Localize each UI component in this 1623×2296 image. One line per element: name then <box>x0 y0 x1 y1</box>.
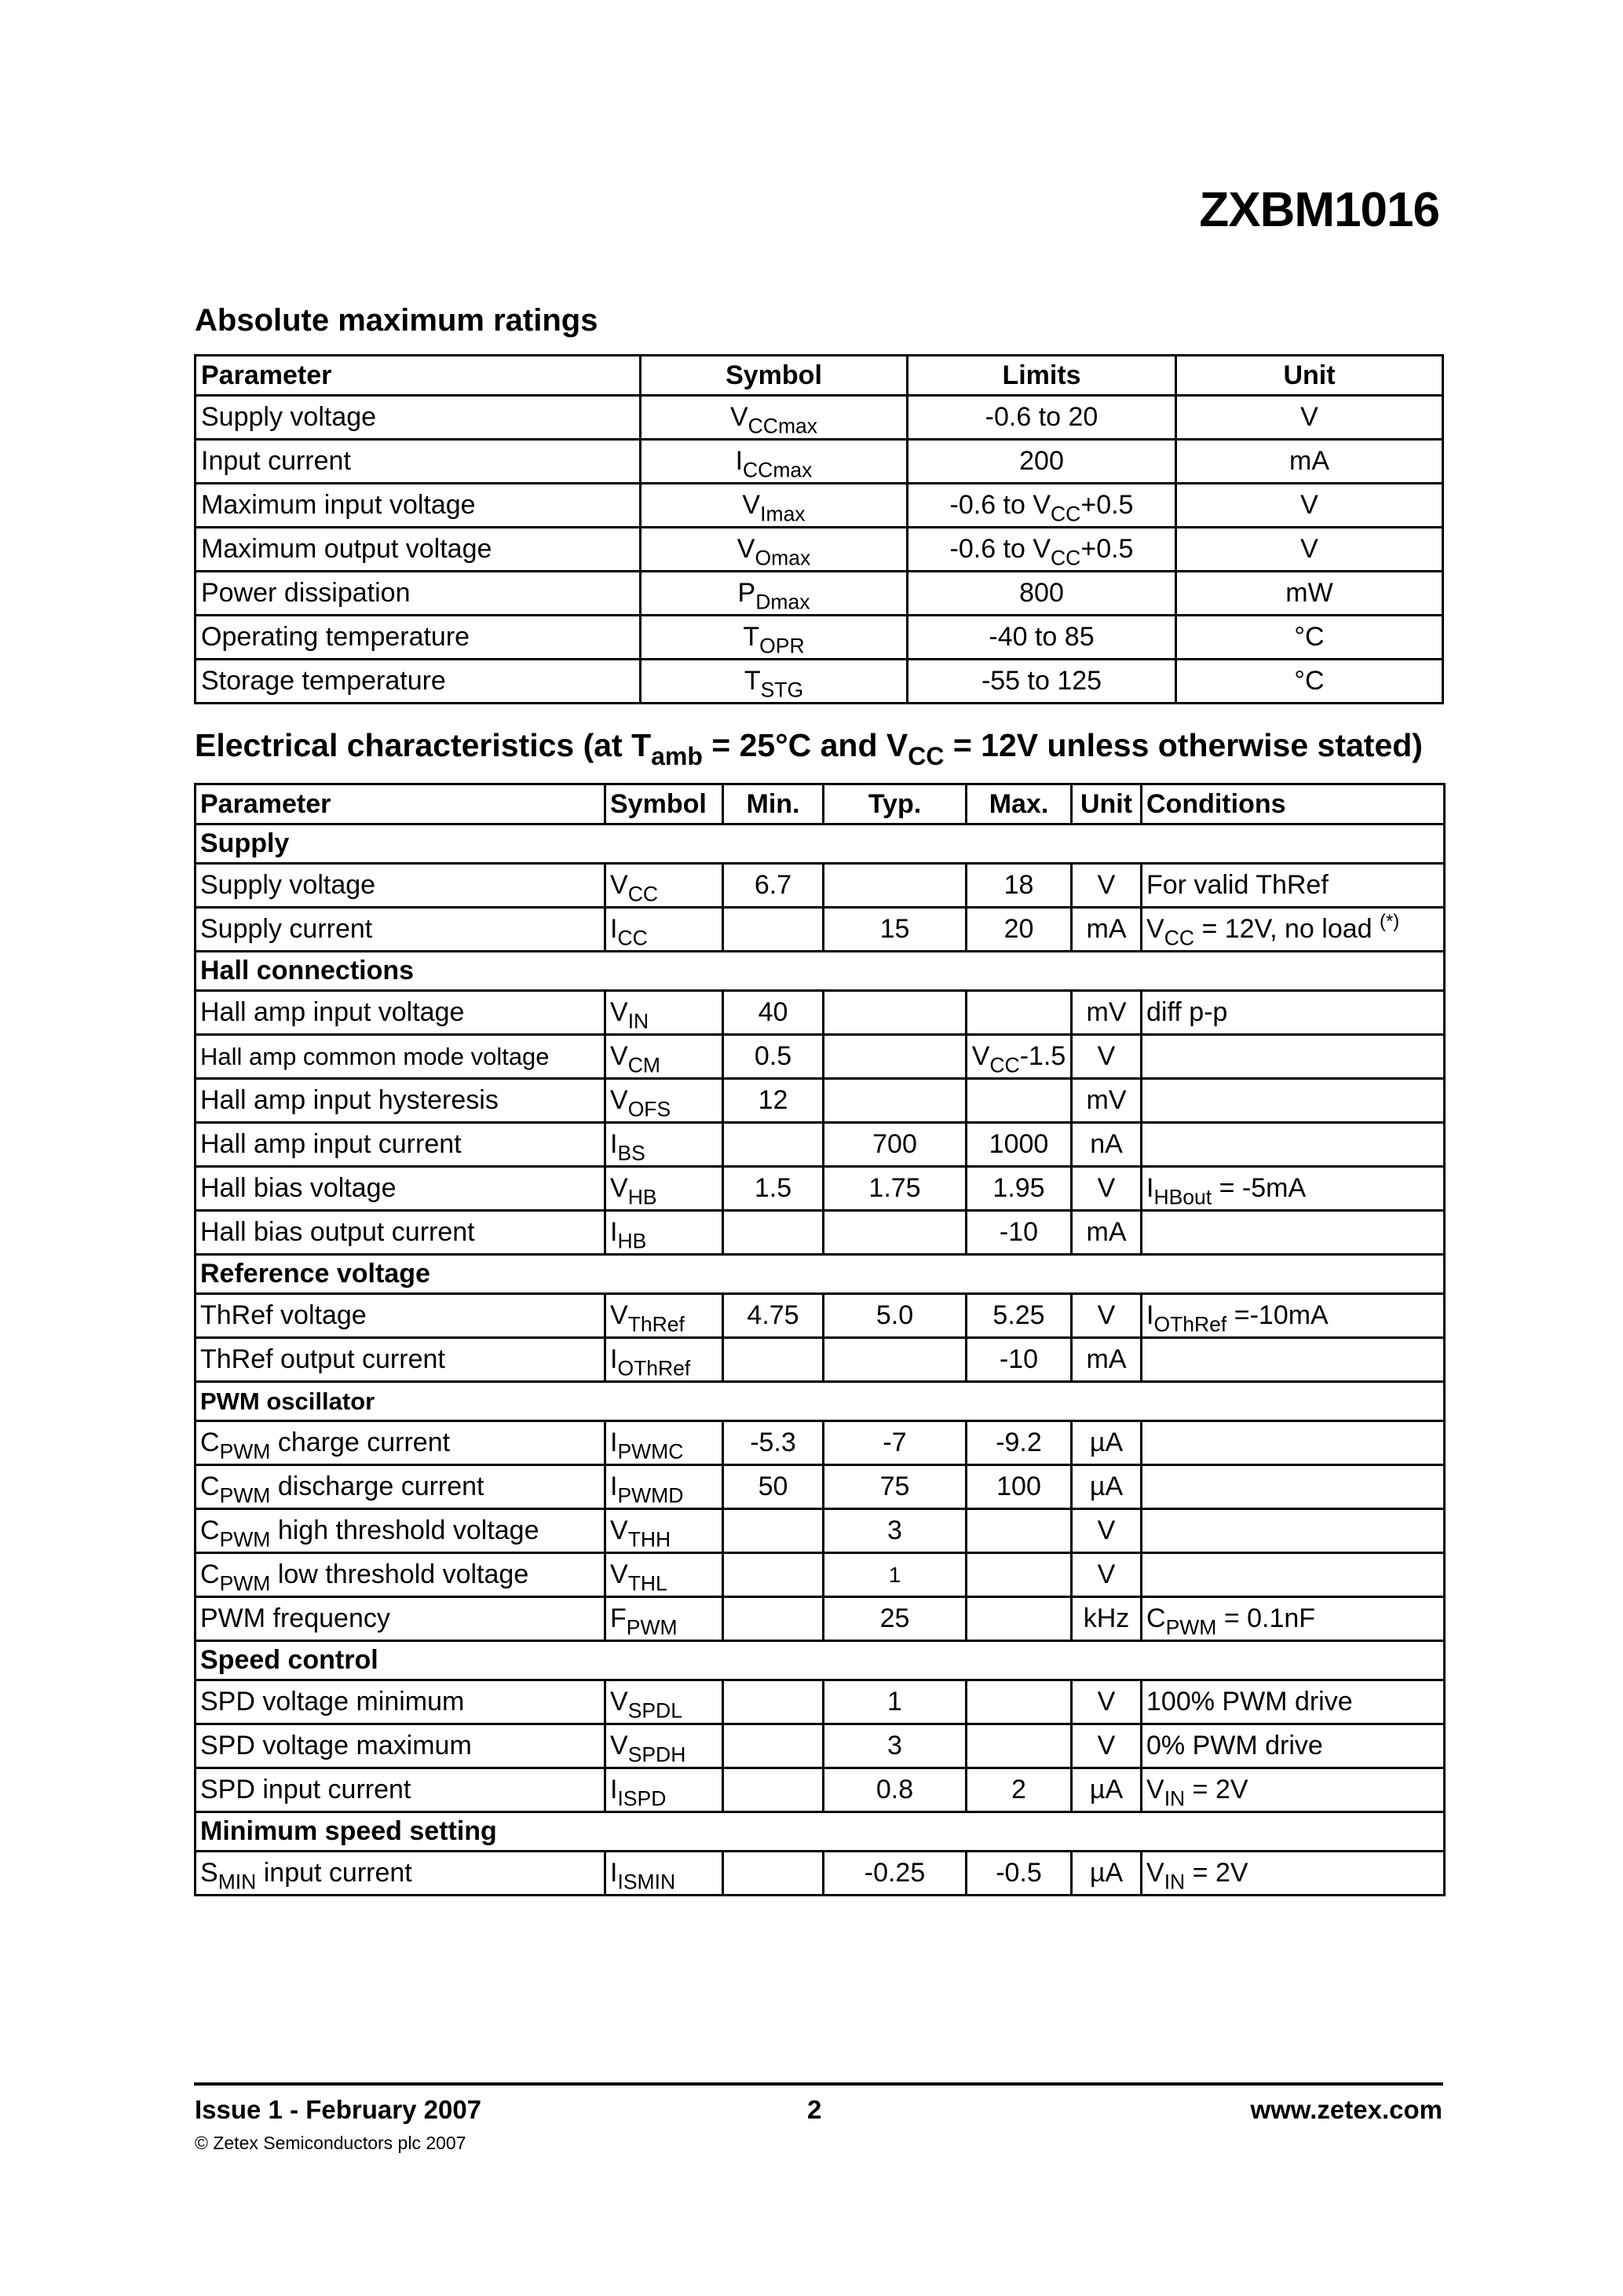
cell-symbol: $I_{ISMIN}$ <box>605 1852 723 1896</box>
table-row <box>196 1421 1445 1465</box>
cell-typ <box>824 1035 967 1079</box>
cell-parameter: $C_{PWM}$ charge current <box>196 1421 605 1465</box>
cell-min <box>723 1852 824 1896</box>
cell-limits: -55 to 125 <box>908 660 1176 704</box>
cell-conditions: $V_{IN} = 2V$ <box>1142 1768 1445 1812</box>
cell-limits: -0.6 to $V_{CC}+0.5$ <box>908 528 1176 572</box>
cell-typ <box>824 1079 967 1123</box>
cell-max: -10 <box>967 1211 1072 1255</box>
cell-conditions: $C_{PWM} = 0.1nF$ <box>1142 1597 1445 1641</box>
cell-symbol: $V_{CM}$ <box>605 1035 723 1079</box>
cell-max <box>967 1724 1072 1768</box>
cell-max: 1.95 <box>967 1167 1072 1211</box>
cell-conditions <box>1142 1035 1445 1079</box>
cell-typ: 700 <box>824 1123 967 1167</box>
cell-unit: °C <box>1176 616 1443 660</box>
group-row-hall: Hall connections <box>196 952 1445 991</box>
cell-max: 20 <box>967 908 1072 952</box>
cell-unit: mA <box>1072 908 1142 952</box>
cell-max: 5.25 <box>967 1294 1072 1338</box>
cell-typ: 3 <box>824 1509 967 1553</box>
cell-unit: V <box>1176 484 1443 528</box>
table-row <box>196 991 1445 1035</box>
cell-min <box>723 908 824 952</box>
cell-parameter: ThRef voltage <box>196 1294 605 1338</box>
cell-conditions <box>1142 1338 1445 1382</box>
cell-conditions: $I_{HBout} = -5mA$ <box>1142 1167 1445 1211</box>
table-row <box>196 1338 1445 1382</box>
cell-unit: V <box>1072 1294 1142 1338</box>
cell-parameter: $C_{PWM}$ low threshold voltage <box>196 1553 605 1597</box>
header-conditions: Conditions <box>1142 784 1445 824</box>
cell-typ: 1 <box>824 1680 967 1724</box>
cell-symbol: $P_{Dmax}$ <box>641 572 908 616</box>
cell-symbol: $I_{PWMC}$ <box>605 1421 723 1465</box>
table-row <box>196 1035 1445 1079</box>
cell-unit: °C <box>1176 660 1443 704</box>
group-row-min-speed: Minimum speed setting <box>196 1812 1445 1852</box>
cell-min <box>723 1211 824 1255</box>
cell-typ: 1 <box>824 1553 967 1597</box>
cell-unit: mV <box>1072 1079 1142 1123</box>
table-row <box>196 908 1445 952</box>
cell-symbol: $I_{HB}$ <box>605 1211 723 1255</box>
cell-max: 1000 <box>967 1123 1072 1167</box>
cell-min <box>723 1509 824 1553</box>
cell-max <box>967 1079 1072 1123</box>
cell-limits: -0.6 to $V_{CC}+0.5$ <box>908 484 1176 528</box>
cell-unit: mA <box>1072 1211 1142 1255</box>
cell-min: 4.75 <box>723 1294 824 1338</box>
table-row <box>196 616 1443 660</box>
cell-conditions: 0% PWM drive <box>1142 1724 1445 1768</box>
cell-parameter: ThRef output current <box>196 1338 605 1382</box>
cell-unit: V <box>1072 1553 1142 1597</box>
abs-max-heading: Absolute maximum ratings <box>195 303 598 338</box>
footer-copyright: © Zetex Semiconductors plc 2007 <box>195 2133 466 2153</box>
cell-symbol: $V_{IN}$ <box>605 991 723 1035</box>
cell-conditions: $V_{IN} = 2V$ <box>1142 1852 1445 1896</box>
cell-symbol: $V_{OFS}$ <box>605 1079 723 1123</box>
cell-symbol: $V_{THL}$ <box>605 1553 723 1597</box>
cell-min: 12 <box>723 1079 824 1123</box>
group-row-reference: Reference voltage <box>196 1255 1445 1294</box>
cell-min: 40 <box>723 991 824 1035</box>
footer-divider <box>194 2082 1443 2086</box>
cell-parameter: Supply voltage <box>196 396 641 440</box>
cell-parameter: Supply current <box>196 908 605 952</box>
cell-symbol: $V_{ThRef}$ <box>605 1294 723 1338</box>
elec-char-heading: Electrical characteristics (at $T_{amb} = 25^\circ C$ and $V_{CC} = 12V$ unless otherwise stated) <box>195 727 1423 771</box>
cell-typ: 75 <box>824 1465 967 1509</box>
table-row <box>196 1211 1445 1255</box>
cell-unit: V <box>1072 1680 1142 1724</box>
cell-unit: µA <box>1072 1852 1142 1896</box>
cell-parameter: Storage temperature <box>196 660 641 704</box>
cell-parameter: Maximum input voltage <box>196 484 641 528</box>
cell-parameter: SPD voltage minimum <box>196 1680 605 1724</box>
cell-conditions <box>1142 1553 1445 1597</box>
cell-parameter: SPD voltage maximum <box>196 1724 605 1768</box>
cell-symbol: $I_{OThRef}$ <box>605 1338 723 1382</box>
cell-min <box>723 1553 824 1597</box>
header-parameter: Parameter <box>196 784 605 824</box>
cell-unit: µA <box>1072 1421 1142 1465</box>
table-header-row <box>196 356 1443 396</box>
cell-conditions <box>1142 1421 1445 1465</box>
footer-page-number: 2 <box>807 2095 822 2124</box>
cell-symbol: $V_{HB}$ <box>605 1167 723 1211</box>
cell-typ: 3 <box>824 1724 967 1768</box>
cell-min: 1.5 <box>723 1167 824 1211</box>
table-row <box>196 572 1443 616</box>
cell-min <box>723 1338 824 1382</box>
table-row <box>196 1680 1445 1724</box>
cell-unit: V <box>1072 1035 1142 1079</box>
group-row-supply: Supply <box>196 824 1445 864</box>
cell-min: 6.7 <box>723 864 824 908</box>
cell-unit: V <box>1176 528 1443 572</box>
cell-conditions <box>1142 1079 1445 1123</box>
cell-conditions: $V_{CC} = 12V$, no load (*) <box>1142 908 1445 952</box>
group-row-pwm: PWM oscillator <box>196 1382 1445 1421</box>
table-row <box>196 660 1443 704</box>
cell-parameter: Hall amp common mode voltage <box>196 1035 605 1079</box>
header-parameter: Parameter <box>196 356 641 396</box>
cell-unit: mV <box>1072 991 1142 1035</box>
cell-conditions: diff p-p <box>1142 991 1445 1035</box>
cell-parameter: Hall amp input hysteresis <box>196 1079 605 1123</box>
cell-limits: 200 <box>908 440 1176 484</box>
table-row <box>196 1123 1445 1167</box>
cell-conditions <box>1142 1465 1445 1509</box>
cell-typ <box>824 1211 967 1255</box>
page-title: ZXBM1016 <box>1199 183 1439 237</box>
table-row <box>196 1465 1445 1509</box>
cell-typ <box>824 864 967 908</box>
abs-max-table <box>194 354 1444 704</box>
cell-symbol: $V_{Omax}$ <box>641 528 908 572</box>
cell-parameter: $S_{MIN}$ input current <box>196 1852 605 1896</box>
cell-unit: V <box>1176 396 1443 440</box>
cell-symbol: $F_{PWM}$ <box>605 1597 723 1641</box>
cell-max: 100 <box>967 1465 1072 1509</box>
cell-symbol: $V_{Imax}$ <box>641 484 908 528</box>
cell-typ: 1.75 <box>824 1167 967 1211</box>
cell-parameter: Power dissipation <box>196 572 641 616</box>
cell-parameter: Maximum output voltage <box>196 528 641 572</box>
cell-typ: 0.8 <box>824 1768 967 1812</box>
table-row <box>196 1724 1445 1768</box>
cell-parameter: Hall amp input voltage <box>196 991 605 1035</box>
cell-max: -10 <box>967 1338 1072 1382</box>
cell-symbol: $I_{CC}$ <box>605 908 723 952</box>
cell-symbol: $I_{ISPD}$ <box>605 1768 723 1812</box>
cell-parameter: Operating temperature <box>196 616 641 660</box>
table-row <box>196 1294 1445 1338</box>
header-symbol: Symbol <box>641 356 908 396</box>
cell-limits: 800 <box>908 572 1176 616</box>
cell-conditions <box>1142 1211 1445 1255</box>
cell-symbol: $I_{CCmax}$ <box>641 440 908 484</box>
header-unit: Unit <box>1176 356 1443 396</box>
table-row <box>196 396 1443 440</box>
table-row <box>196 1167 1445 1211</box>
cell-parameter: Hall bias voltage <box>196 1167 605 1211</box>
cell-max <box>967 1509 1072 1553</box>
cell-unit: V <box>1072 1724 1142 1768</box>
cell-unit: V <box>1072 864 1142 908</box>
cell-min <box>723 1680 824 1724</box>
cell-symbol: $T_{OPR}$ <box>641 616 908 660</box>
cell-max: -9.2 <box>967 1421 1072 1465</box>
cell-min <box>723 1768 824 1812</box>
group-row-speed: Speed control <box>196 1641 1445 1680</box>
table-row <box>196 864 1445 908</box>
cell-parameter: Supply voltage <box>196 864 605 908</box>
table-row <box>196 528 1443 572</box>
cell-conditions <box>1142 1509 1445 1553</box>
cell-min <box>723 1724 824 1768</box>
cell-unit: mA <box>1072 1338 1142 1382</box>
cell-conditions: 100% PWM drive <box>1142 1680 1445 1724</box>
cell-unit: mW <box>1176 572 1443 616</box>
cell-parameter: $C_{PWM}$ high threshold voltage <box>196 1509 605 1553</box>
header-max: Max. <box>967 784 1072 824</box>
cell-typ: -0.25 <box>824 1852 967 1896</box>
cell-limits: -40 to 85 <box>908 616 1176 660</box>
header-symbol: Symbol <box>605 784 723 824</box>
cell-unit: nA <box>1072 1123 1142 1167</box>
table-row <box>196 1553 1445 1597</box>
cell-max: 2 <box>967 1768 1072 1812</box>
cell-max: $V_{CC}-1.5$ <box>967 1035 1072 1079</box>
cell-min <box>723 1597 824 1641</box>
cell-max <box>967 1680 1072 1724</box>
cell-min: 0.5 <box>723 1035 824 1079</box>
cell-typ: 25 <box>824 1597 967 1641</box>
footer-website: www.zetex.com <box>1250 2095 1442 2124</box>
table-row <box>196 1509 1445 1553</box>
cell-max <box>967 991 1072 1035</box>
cell-conditions: For valid ThRef <box>1142 864 1445 908</box>
cell-parameter: PWM frequency <box>196 1597 605 1641</box>
cell-max <box>967 1553 1072 1597</box>
cell-symbol: $V_{SPDH}$ <box>605 1724 723 1768</box>
table-row <box>196 440 1443 484</box>
cell-min: -5.3 <box>723 1421 824 1465</box>
footer-issue: Issue 1 - February 2007 <box>195 2095 482 2124</box>
cell-unit: V <box>1072 1509 1142 1553</box>
table-row <box>196 1852 1445 1896</box>
cell-unit: µA <box>1072 1768 1142 1812</box>
cell-typ: -7 <box>824 1421 967 1465</box>
cell-symbol: $V_{CC}$ <box>605 864 723 908</box>
cell-min: 50 <box>723 1465 824 1509</box>
cell-parameter: Input current <box>196 440 641 484</box>
cell-symbol: $I_{BS}$ <box>605 1123 723 1167</box>
header-unit: Unit <box>1072 784 1142 824</box>
cell-typ <box>824 1338 967 1382</box>
cell-symbol: $V_{CCmax}$ <box>641 396 908 440</box>
cell-max: -0.5 <box>967 1852 1072 1896</box>
cell-parameter: Hall bias output current <box>196 1211 605 1255</box>
cell-conditions <box>1142 1123 1445 1167</box>
cell-symbol: $I_{PWMD}$ <box>605 1465 723 1509</box>
table-header-row <box>196 784 1445 824</box>
header-limits: Limits <box>908 356 1176 396</box>
cell-parameter: Hall amp input current <box>196 1123 605 1167</box>
table-row <box>196 484 1443 528</box>
cell-symbol: $T_{STG}$ <box>641 660 908 704</box>
table-row <box>196 1597 1445 1641</box>
cell-parameter: $C_{PWM}$ discharge current <box>196 1465 605 1509</box>
cell-conditions: $I_{OThRef} =-10mA$ <box>1142 1294 1445 1338</box>
cell-min <box>723 1123 824 1167</box>
cell-typ: 5.0 <box>824 1294 967 1338</box>
table-row <box>196 1768 1445 1812</box>
cell-max <box>967 1597 1072 1641</box>
cell-unit: µA <box>1072 1465 1142 1509</box>
cell-symbol: $V_{THH}$ <box>605 1509 723 1553</box>
cell-max: 18 <box>967 864 1072 908</box>
cell-typ: 15 <box>824 908 967 952</box>
cell-parameter: SPD input current <box>196 1768 605 1812</box>
cell-typ <box>824 991 967 1035</box>
cell-unit: kHz <box>1072 1597 1142 1641</box>
elec-char-table <box>194 783 1446 1896</box>
header-min: Min. <box>723 784 824 824</box>
cell-unit: V <box>1072 1167 1142 1211</box>
header-typ: Typ. <box>824 784 967 824</box>
cell-symbol: $V_{SPDL}$ <box>605 1680 723 1724</box>
table-row <box>196 1079 1445 1123</box>
cell-limits: -0.6 to 20 <box>908 396 1176 440</box>
cell-unit: mA <box>1176 440 1443 484</box>
